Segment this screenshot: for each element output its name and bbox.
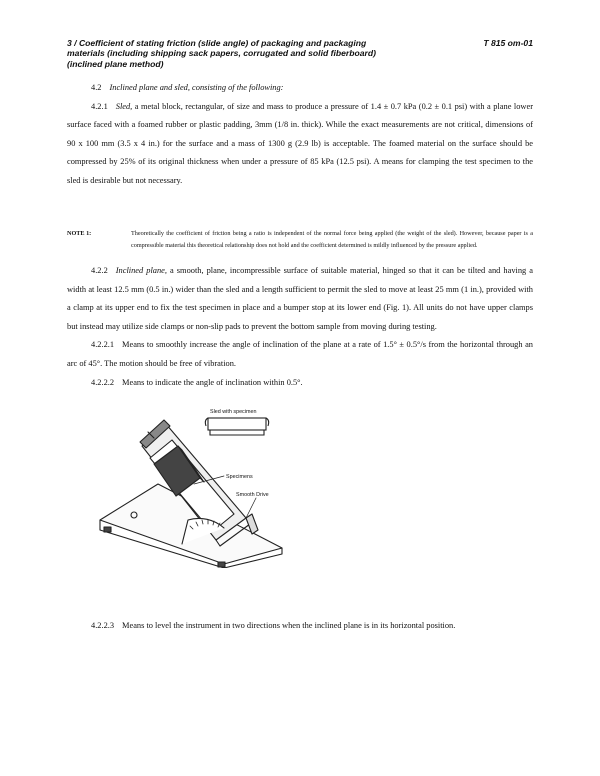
sled-inset-block	[208, 418, 266, 430]
section-4-2-1	[67, 98, 533, 191]
section-4-2-2-1	[67, 336, 533, 373]
label-smooth-drive: Smooth Drive	[236, 492, 269, 498]
section-text: Means to smoothly increase the angle of inclination of the plane at a rate of 1.5° ± 0.5°/s from the horizontal through an arc of 45°. The motion should be free of vibration.	[67, 340, 533, 368]
sled-inset-specimen	[210, 430, 264, 435]
section-4-2-2	[67, 262, 533, 336]
note-label: NOTE 1:	[67, 230, 92, 237]
section-4-2-2-2	[67, 374, 533, 393]
section-text: a smooth, plane, incompressible surface of suitable material, hinged so that it can be tilted and having a width at least 12.5 mm (0.5 in.) wider than the sled and a length sufficient to permit the sled to move at least 25 mm (1 in.), provided with a clamp at its upper end to fix the test specimen in place and a bumper stop at its lower end (Fig. 1). All units do not have upper clamps but instead may utilize side clamps or non-slip pads to prevent the bottom sample from moving during testing.	[67, 266, 533, 331]
section-text: Means to indicate the angle of inclination within 0.5°.	[122, 377, 303, 387]
section-number: 4.2.2.3	[91, 621, 115, 630]
section-number: 4.2.2	[91, 266, 108, 275]
section-number: 4.2.1	[91, 101, 108, 111]
note-1	[67, 228, 533, 252]
section-4-2-block	[67, 79, 533, 191]
header-title: 3 / Coefficient of stating friction (slide angle) of packaging and packaging materials (including shipping sack papers, corrugated and solid fiberboard) (inclined plane method)	[67, 38, 376, 69]
label-specimens: Specimens	[226, 474, 253, 480]
sled-inset	[205, 418, 268, 435]
base-foot	[218, 562, 225, 567]
section-text: Inclined plane and sled, consisting of the following:	[109, 83, 284, 92]
section-number: 4.2	[91, 83, 102, 92]
page-header	[67, 38, 533, 69]
section-text: Means to level the instrument in two directions when the inclined plane is in its horizontal position.	[122, 621, 456, 630]
section-4-2-2-block	[67, 262, 533, 392]
note-text: Theoretically the coefficient of friction being a ratio is independent of the normal force being applied (the weight of the sled). However, because paper is a compressible material this theoretical relationship does not hold and the coefficient determined is mildly influenced by the pressure applied.	[131, 230, 533, 249]
section-term: Sled,	[115, 101, 133, 111]
section-number: 4.2.2.2	[91, 377, 115, 387]
section-number: 4.2.2.1	[91, 340, 115, 350]
section-text: a metal block, rectangular, of size and mass to produce a pressure of 1.4 ± 0.7 kPa (0.2 ± 0.1 psi) with a plane lower surface faced with a foamed rubber or plastic padding, 3mm (1/8 in. thick). While the exact measurements are not critical, dimensions of 90 x 100 mm (3.5 x 4 in.) for the surface and a mass of 1300 g (2.9 lb) is acceptable. The foamed material on the surface should be compressed by 25% of its original thickness when under a pressure of 85 kPa (12.5 psi). A means for clamping the test specimen to the sled is desirable but not necessary.	[67, 101, 533, 185]
section-4-2-2-3	[67, 617, 533, 636]
inclined-plane-figure	[96, 402, 286, 568]
section-4-2	[67, 79, 533, 98]
section-term: Inclined plane,	[115, 266, 167, 275]
base-foot	[104, 527, 111, 532]
label-sled-with-specimen: Sled with specimen	[210, 409, 257, 415]
section-4-2-2-3-block	[67, 617, 533, 636]
header-code: T 815 om-01	[483, 38, 533, 48]
